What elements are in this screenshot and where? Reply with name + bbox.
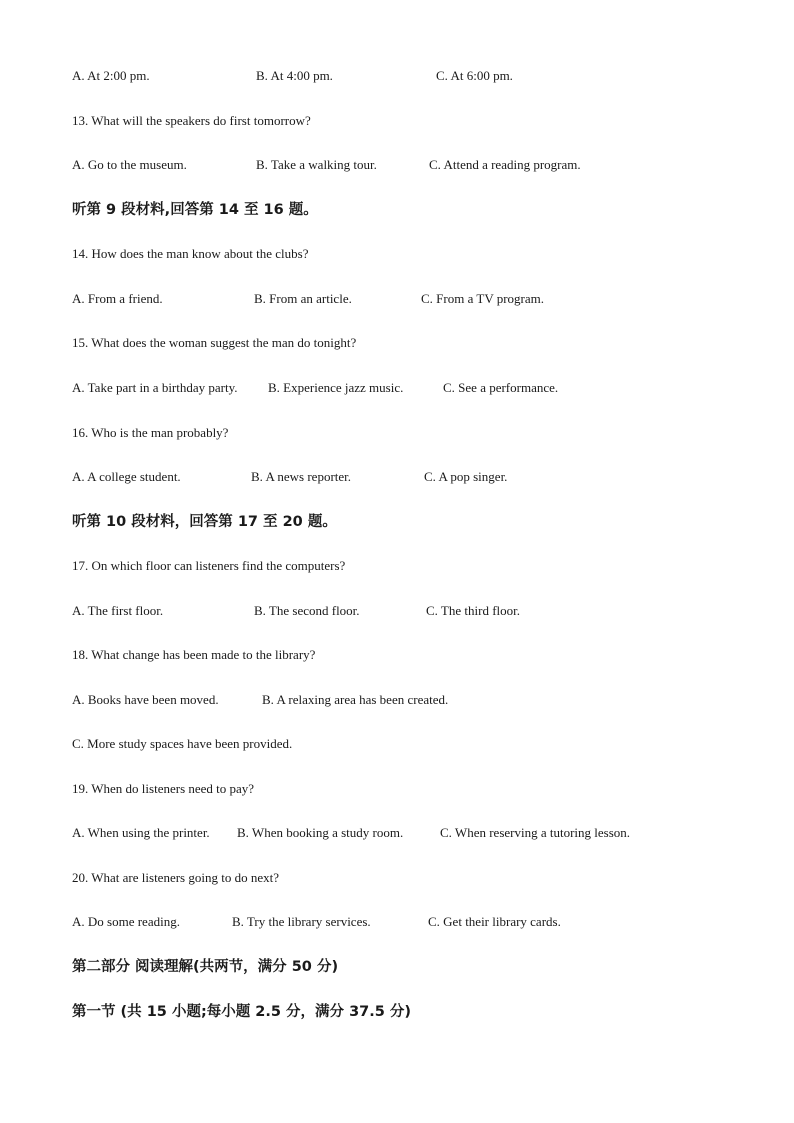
option-b: B. A relaxing area has been created. [262, 692, 449, 707]
option-c: C. See a performance. [443, 380, 559, 395]
option-a: A. A college student. [72, 469, 181, 484]
question-17: 17. On which floor can listeners find the computers? [72, 558, 346, 573]
question-16: 16. Who is the man probably? [72, 425, 229, 440]
part-two-heading: 第二部分 阅读理解(共两节，满分 50 分) [72, 959, 339, 975]
option-c: C. A pop singer. [424, 469, 508, 484]
option-b: B. At 4:00 pm. [256, 68, 333, 83]
option-b: B. A news reporter. [251, 469, 352, 484]
section-heading-passage-9: 听第 9 段材料,回答第 14 至 16 题。 [72, 202, 318, 218]
option-b: B. The second floor. [254, 603, 360, 618]
option-c: C. More study spaces have been provided. [72, 736, 293, 751]
question-13: 13. What will the speakers do first tomorrow? [72, 113, 311, 128]
option-c: C. Get their library cards. [428, 914, 561, 929]
option-b: B. When booking a study room. [237, 825, 404, 840]
option-a: A. Take part in a birthday party. [72, 380, 238, 395]
option-b: B. Try the library services. [232, 914, 371, 929]
section-heading-passage-10: 听第 10 段材料，回答第 17 至 20 题。 [72, 514, 337, 530]
question-15: 15. What does the woman suggest the man do tonight? [72, 335, 357, 350]
option-a: A. At 2:00 pm. [72, 68, 150, 83]
option-c: C. At 6:00 pm. [436, 68, 513, 83]
option-a: A. From a friend. [72, 291, 163, 306]
question-18: 18. What change has been made to the library? [72, 647, 316, 662]
option-a: A. Do some reading. [72, 914, 180, 929]
question-20: 20. What are listeners going to do next? [72, 870, 279, 885]
option-c: C. When reserving a tutoring lesson. [440, 825, 631, 840]
option-c: C. The third floor. [426, 603, 521, 618]
option-a: A. Go to the museum. [72, 157, 187, 172]
option-b: B. Take a walking tour. [256, 157, 377, 172]
section-one-heading: 第一节 (共 15 小题;每小题 2.5 分，满分 37.5 分) [72, 1004, 412, 1020]
question-14: 14. How does the man know about the clubs? [72, 246, 309, 261]
option-b: B. Experience jazz music. [268, 380, 404, 395]
option-c: C. From a TV program. [421, 291, 545, 306]
option-a: A. Books have been moved. [72, 692, 219, 707]
option-a: A. When using the printer. [72, 825, 210, 840]
option-b: B. From an article. [254, 291, 352, 306]
option-c: C. Attend a reading program. [429, 157, 581, 172]
question-19: 19. When do listeners need to pay? [72, 781, 255, 796]
option-a: A. The first floor. [72, 603, 164, 618]
